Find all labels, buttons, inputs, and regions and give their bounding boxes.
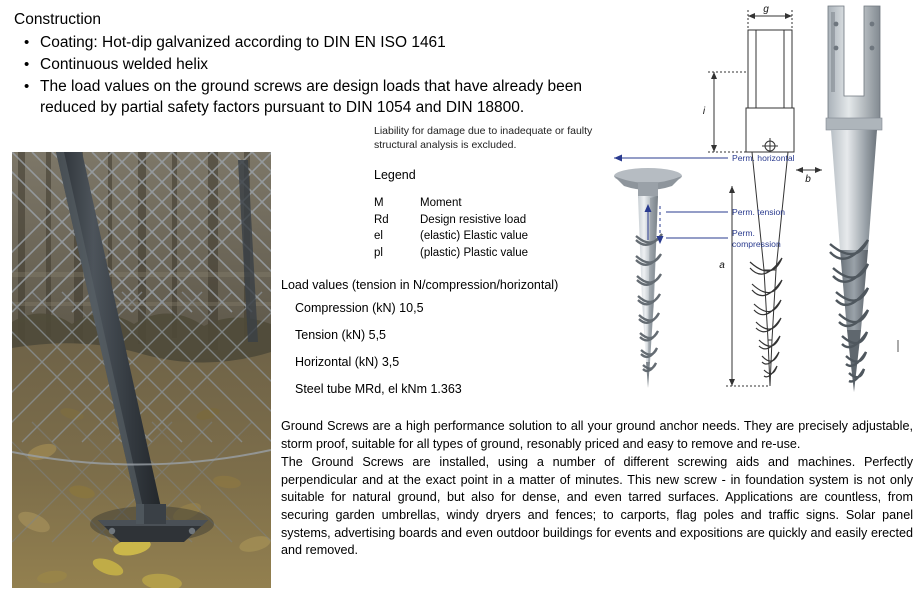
technical-drawing <box>600 0 922 400</box>
load-annotations <box>614 155 728 245</box>
load-values-block <box>281 278 601 409</box>
dim-label-g: g <box>763 4 769 15</box>
annotation-perm-tension: Perm. tension <box>732 207 786 217</box>
page-title: Construction <box>14 11 102 28</box>
legend-title: Legend <box>374 168 416 182</box>
legend-row <box>374 246 528 263</box>
description-block <box>281 418 913 560</box>
bullet-text: The load values on the ground screws are design loads that have already been reduced by partial safety factors pursuant to DIN 1054 and DIN 18800. <box>40 78 582 116</box>
description-paragraph-2: The Ground Screws are installed, using a number of different screwing aids and machines. Perfectly perpendicular and at the exact point in a matter of minutes. This new screw - in foundation system is not only suitable for natural ground, but also for dense, and even tarred surfaces. Applications are countless, from securing garden umbrellas, windy dryers and fences; to carports, flag poles and traffic signs. Solar panel systems, advertising boards and even outdoor buildings for events and expositions are quickly and easily erected and removed. <box>281 455 913 558</box>
description-paragraph-1: Ground Screws are a high performance solution to all your ground anchor needs. They are precisely adjustable, storm proof, suitable for all types of ground, resonably priced and easy to remove and re-use. <box>281 419 913 451</box>
ground-screw-photo <box>12 152 271 588</box>
bullet-marker: • <box>24 56 30 73</box>
legend-row <box>374 229 528 246</box>
legend-value: (elastic) Elastic value <box>420 230 529 242</box>
legend-key: pl <box>374 246 383 259</box>
legend-key: M <box>374 197 384 209</box>
load-value-row: Compression (kN) 10,5 <box>295 301 424 315</box>
load-values-header: Load values (tension in N/compression/horizontal) <box>281 278 559 292</box>
bullet-text: Coating: Hot-dip galvanized according to DIN EN ISO 1461 <box>40 34 446 51</box>
dim-label-i: i <box>702 106 706 117</box>
legend-value: Moment <box>420 197 462 209</box>
bullet-item <box>14 76 614 118</box>
screw-uhead-render <box>826 6 898 392</box>
bullet-marker: • <box>24 78 30 95</box>
legend-key: el <box>374 230 383 242</box>
legend-row <box>374 213 528 230</box>
bullet-text: Continuous welded helix <box>40 56 209 73</box>
screw-photo-render <box>614 168 682 388</box>
annotation-perm-horizontal: Perm. horizontal <box>732 153 795 163</box>
bullet-item <box>14 54 614 75</box>
screw-dimension-drawing <box>708 10 822 386</box>
legend-row <box>374 196 528 213</box>
dim-label-a: a <box>719 260 725 271</box>
load-value-row: Tension (kN) 5,5 <box>295 328 387 342</box>
liability-note: Liability for damage due to inadequate or faulty structural analysis is excluded. <box>374 125 593 151</box>
legend-table <box>374 196 528 262</box>
load-value-row: Horizontal (kN) 3,5 <box>295 355 400 369</box>
bullet-marker: • <box>24 34 30 51</box>
bullet-item <box>14 32 614 53</box>
annotation-perm-compression-1: Perm. <box>732 228 755 238</box>
construction-section <box>14 10 614 119</box>
annotation-perm-compression-2: compression <box>732 239 781 249</box>
load-value-row: Steel tube MRd, el kNm 1.363 <box>295 382 462 396</box>
legend-key: Rd <box>374 213 389 226</box>
dim-label-b: b <box>805 174 811 185</box>
legend-value: Design resistive load <box>420 213 527 226</box>
legend-value: (plastic) Plastic value <box>420 246 529 259</box>
